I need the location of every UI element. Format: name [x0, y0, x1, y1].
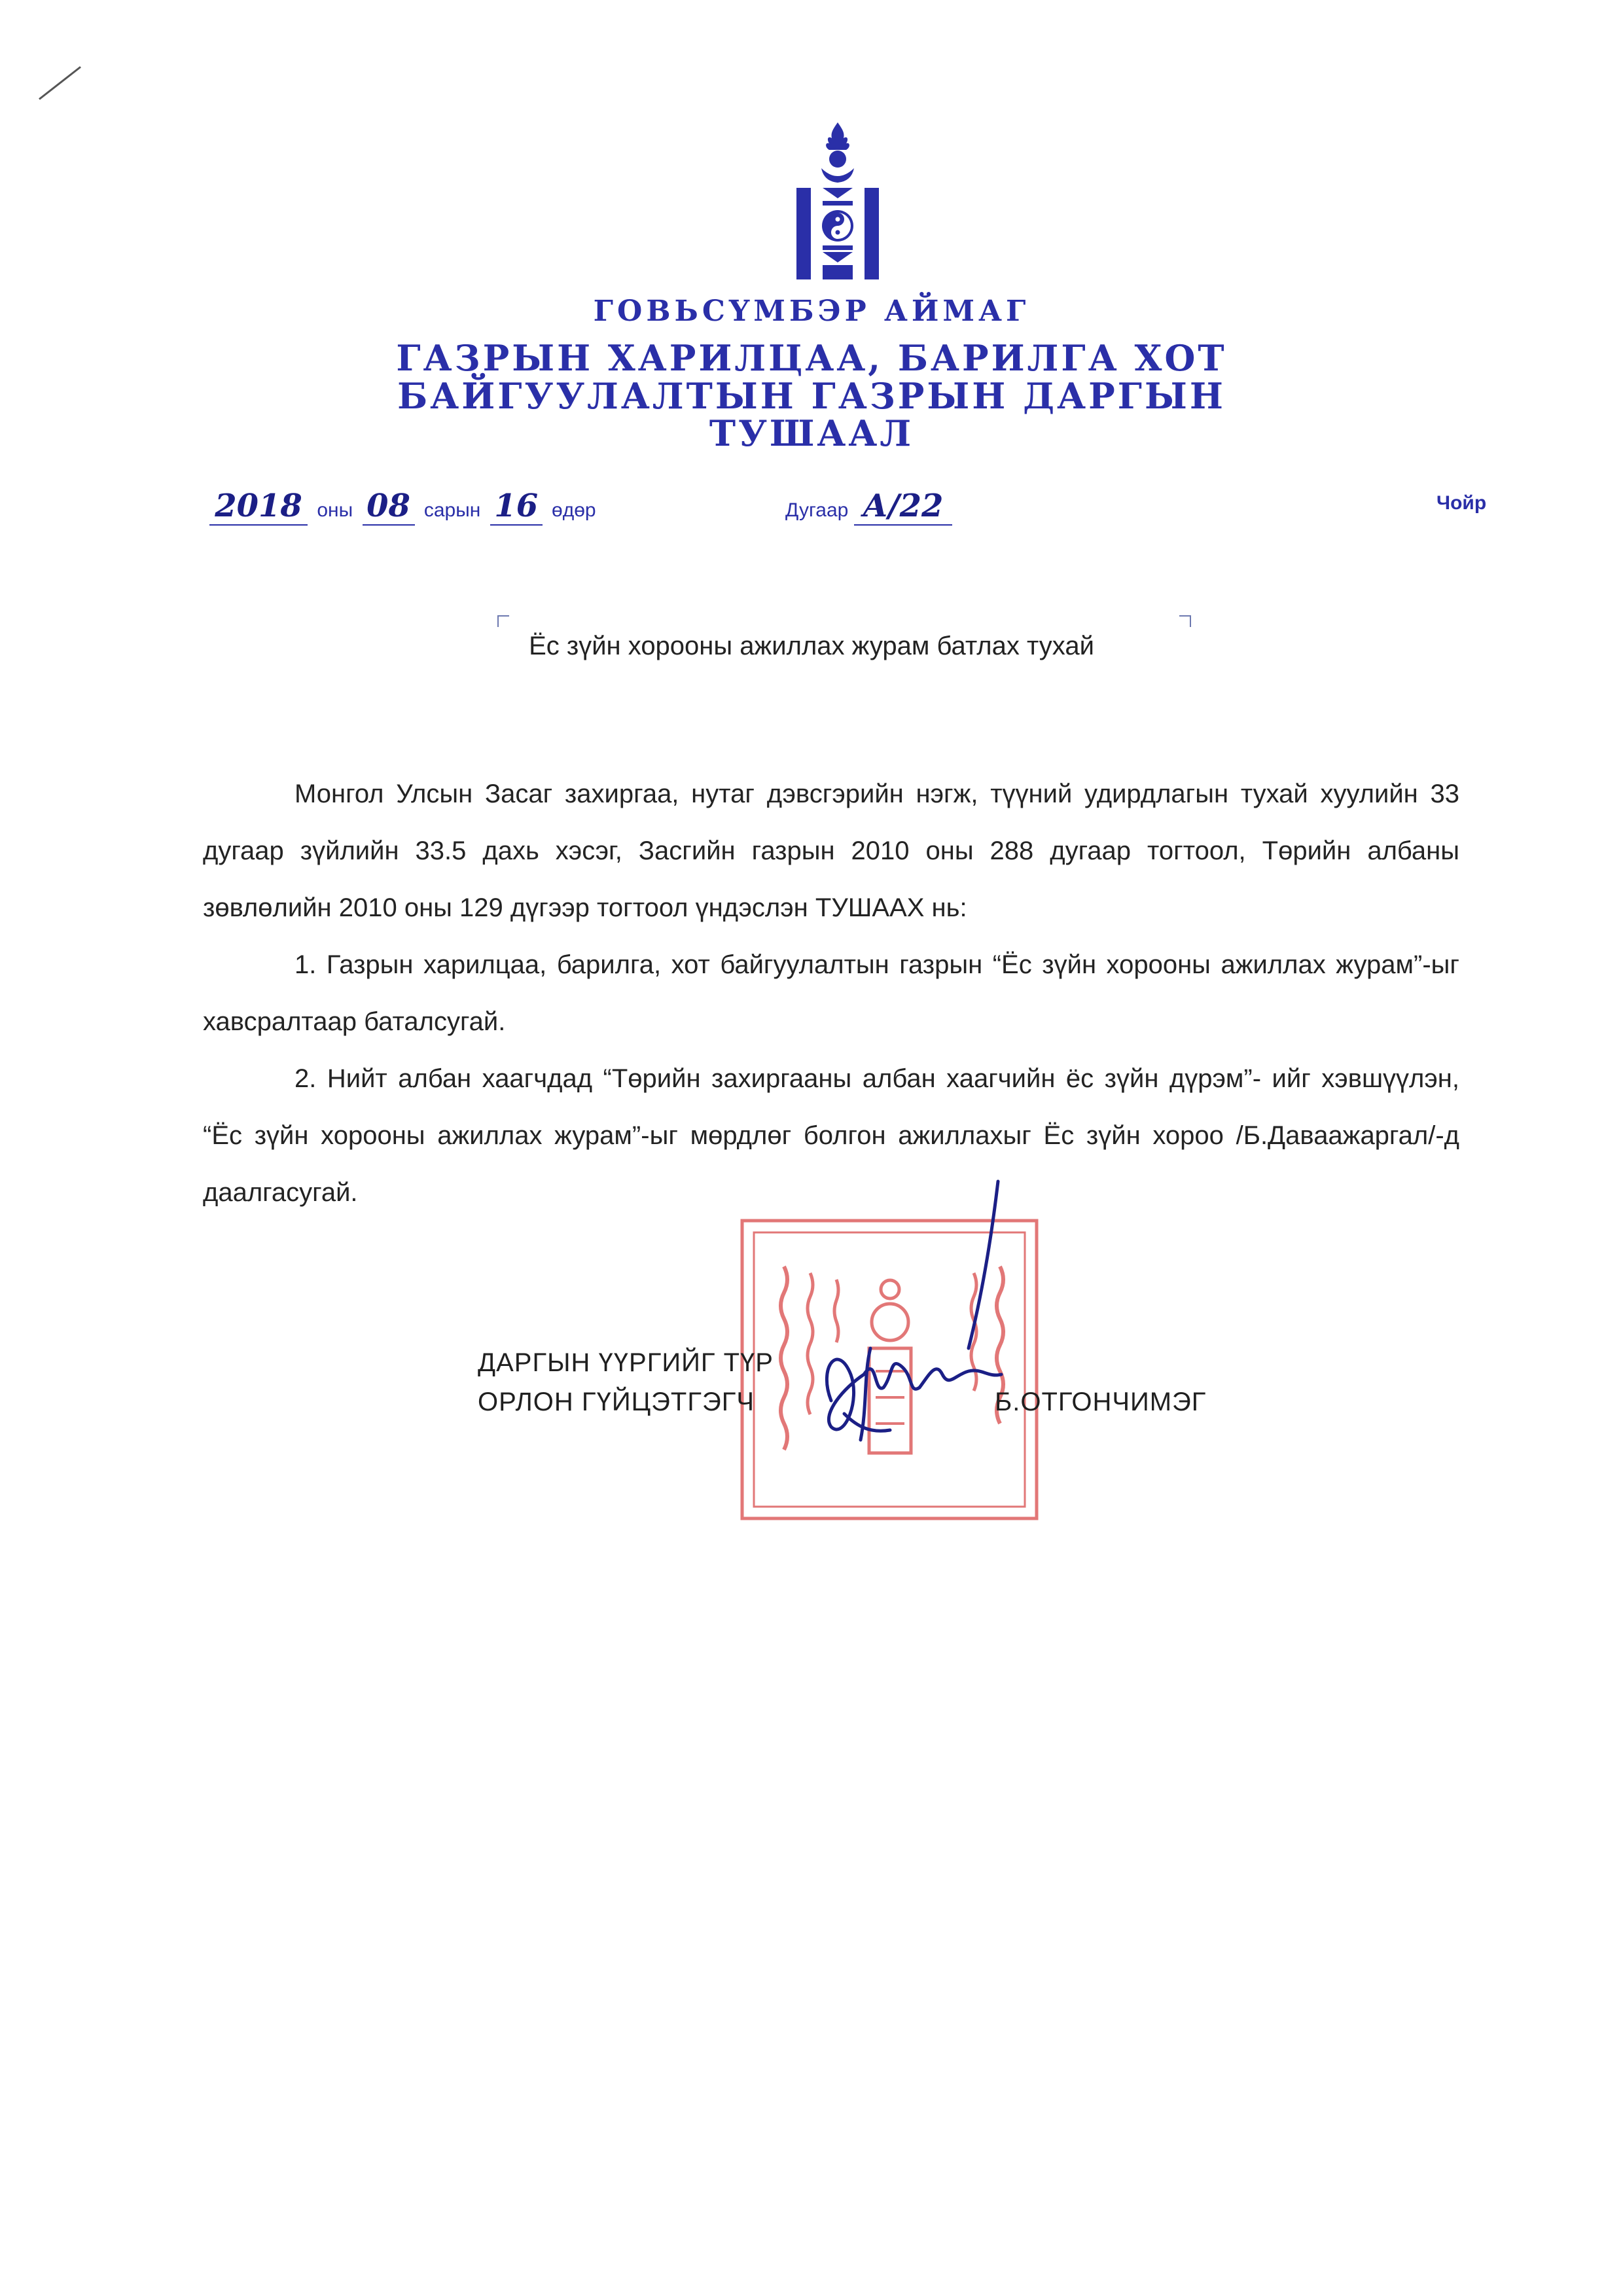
place-name: Чойр — [1436, 492, 1487, 514]
date-month: 08 — [363, 488, 415, 526]
preamble-paragraph: Монгол Улсын Засаг захиргаа, нутаг дэвсгэрийн нэгж, түүний удирдлагын тухай хуулийн 33 дугаар зүйлийн 33.5 дахь хэсэг, Засгийн газрын 2010 оны 288 дугаар тогтоол, Төрийн албаны зөвлөлийн 2010 оны 129 дүгээр тогтоол үндэслэн ТУШААХ нь: — [203, 780, 1459, 922]
date-year: 2018 — [209, 488, 308, 526]
subject-line: Ёс зүйн хорооны ажиллах журам батлах тухай — [529, 632, 1094, 660]
order-item-1: 1. Газрын харилцаа, барилга, хот байгуулалтын газрын “Ёс зүйн хорооны ажиллах журам”-ыг хавсралтаар баталсугай. — [203, 950, 1459, 1036]
subject-bracket-right — [1179, 615, 1191, 627]
aimag-name: ГОВЬСҮМБЭР АЙМАГ — [593, 295, 1030, 328]
department-line-2: БАЙГУУЛАЛТЫН ГАЗРЫН ДАРГЫН — [397, 375, 1226, 417]
order-item-2: 2. Нийт албан хаагчдад “Төрийн захиргааны албан хаагчийн ёс зүйн дүрэм”- ийг хэвшүүлэн, “Ёс зүйн хорооны ажиллах журам”-ыг мөрдлөг болгон ажиллахыг Ёс зүйн хороо /Б.Даваажаргал/-д даалгасугай. — [203, 1064, 1459, 1207]
order-number-line — [785, 488, 952, 526]
order-label: Дугаар — [785, 499, 849, 521]
month-label: сарын — [423, 499, 481, 521]
document-type: ТУШААЛ — [709, 412, 914, 454]
signatory-position-line-1: ДАРГЫН ҮҮРГИЙГ ТҮР — [478, 1348, 774, 1377]
document-body — [203, 766, 1459, 1221]
signatory-name: Б.ОТГОНЧИМЭГ — [995, 1388, 1207, 1416]
signatory-position-line-2: ОРЛОН ГҮЙЦЭТГЭГЧ — [478, 1388, 755, 1416]
soyombo-emblem-icon — [789, 121, 887, 281]
date-day: 16 — [490, 488, 543, 526]
year-label: оны — [317, 499, 353, 521]
handwritten-signature — [805, 1178, 1014, 1486]
order-number: А/22 — [854, 488, 952, 526]
date-line — [209, 488, 600, 526]
department-line-1: ГАЗРЫН ХАРИЛЦАА, БАРИЛГА ХОТ — [396, 337, 1227, 379]
day-label: өдөр — [552, 499, 596, 521]
subject-bracket-left — [497, 615, 509, 627]
